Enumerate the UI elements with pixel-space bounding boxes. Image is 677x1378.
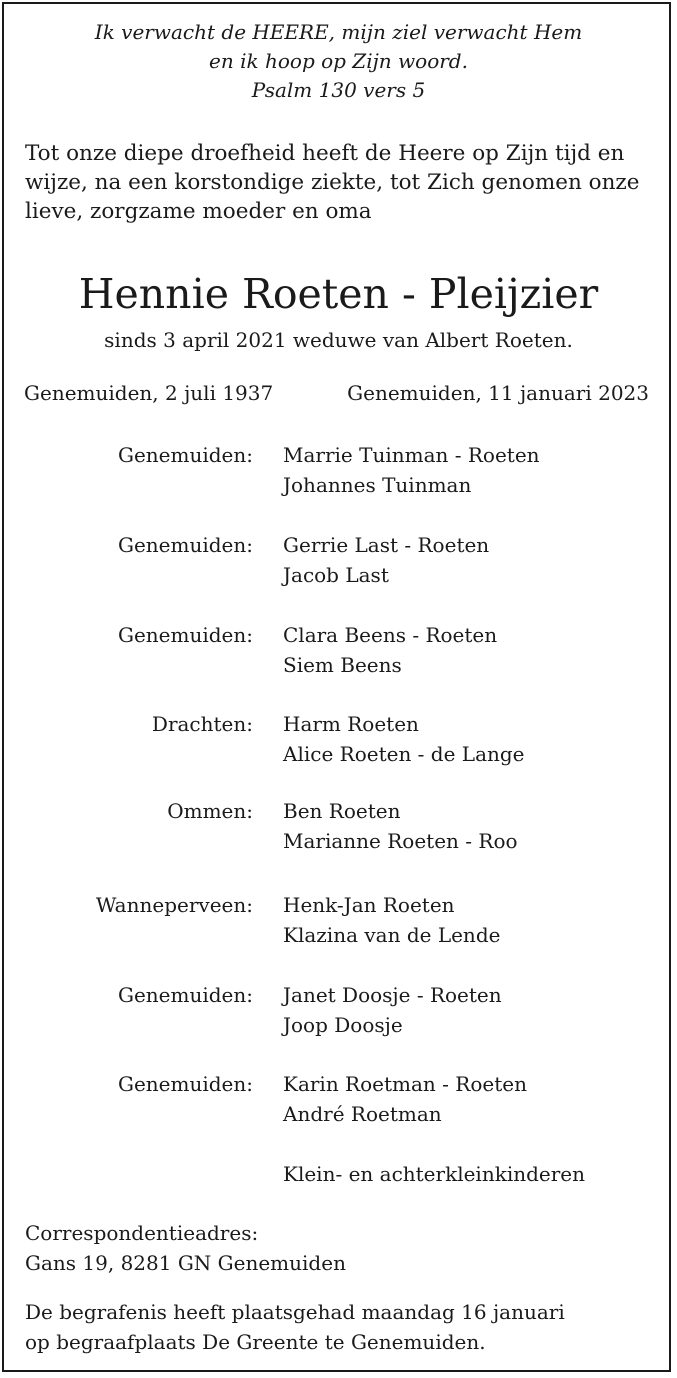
family-names: [283, 980, 502, 1040]
intro-text: [25, 139, 655, 226]
family-place: Wanneperveen:: [95, 893, 253, 917]
verse-line: en ik hoop op Zijn woord.: [209, 49, 468, 73]
family-place: Drachten:: [151, 712, 253, 736]
family-place: Genemuiden:: [117, 1072, 253, 1096]
widow-line: sinds 3 april 2021 weduwe van Albert Roeten.: [104, 328, 573, 352]
family-place: Genemuiden:: [117, 983, 253, 1007]
family-member: Marrie Tuinman - Roeten: [283, 443, 540, 467]
intro-line: wijze, na een korstondige ziekte, tot Zich genomen onze: [25, 170, 640, 195]
birth-place-date: Genemuiden, 2 juli 1937: [24, 381, 274, 405]
family-member: Henk-Jan Roeten: [283, 893, 455, 917]
funeral-line: op begraafplaats De Greente te Genemuiden.: [25, 1330, 486, 1354]
verse-reference: Psalm 130 vers 5: [251, 78, 426, 102]
correspondence-address: [25, 1218, 346, 1278]
family-place: Genemuiden:: [117, 533, 253, 557]
family-member: Johannes Tuinman: [283, 473, 472, 497]
funeral-line: De begrafenis heeft plaatsgehad maandag 16 januari: [25, 1300, 565, 1324]
verse-line: Ik verwacht de HEERE, mijn ziel verwacht Hem: [94, 20, 583, 44]
family-place: Genemuiden:: [117, 623, 253, 647]
family-member: Harm Roeten: [283, 712, 419, 736]
intro-line: Tot onze diepe droefheid heeft de Heere op Zijn tijd en: [25, 141, 625, 166]
family-place: Genemuiden:: [117, 443, 253, 467]
grandchildren-line: Klein- en achterkleinkinderen: [283, 1162, 586, 1186]
death-place-date: Genemuiden, 11 januari 2023: [347, 381, 649, 405]
family-member: Karin Roetman - Roeten: [283, 1072, 527, 1096]
family-names: [283, 709, 525, 769]
family-member: Klazina van de Lende: [283, 923, 501, 947]
bible-verse: [0, 18, 677, 105]
family-member: Ben Roeten: [283, 799, 401, 823]
family-member: André Roetman: [283, 1102, 442, 1126]
family-place: Ommen:: [167, 799, 253, 823]
family-member: Siem Beens: [283, 653, 402, 677]
funeral-notice: [25, 1297, 565, 1357]
family-member: Alice Roeten - de Lange: [283, 742, 525, 766]
family-member: Gerrie Last - Roeten: [283, 533, 490, 557]
family-member: Janet Doosje - Roeten: [283, 983, 502, 1007]
family-member: Joop Doosje: [283, 1013, 403, 1037]
correspondence-label: Correspondentieadres:: [25, 1221, 259, 1245]
deceased-name: Hennie Roeten - Pleijzier: [78, 270, 599, 318]
family-names: [283, 530, 489, 590]
family-names: [283, 1159, 585, 1189]
family-member: Marianne Roeten - Roo: [283, 829, 518, 853]
correspondence-street: Gans 19, 8281 GN Genemuiden: [25, 1251, 346, 1275]
family-names: [283, 796, 518, 856]
family-names: [283, 620, 497, 680]
family-names: [283, 440, 540, 500]
intro-line: lieve, zorgzame moeder en oma: [25, 199, 372, 224]
family-member: Jacob Last: [283, 563, 389, 587]
family-member: Clara Beens - Roeten: [283, 623, 498, 647]
family-names: [283, 1069, 527, 1129]
family-names: [283, 890, 500, 950]
